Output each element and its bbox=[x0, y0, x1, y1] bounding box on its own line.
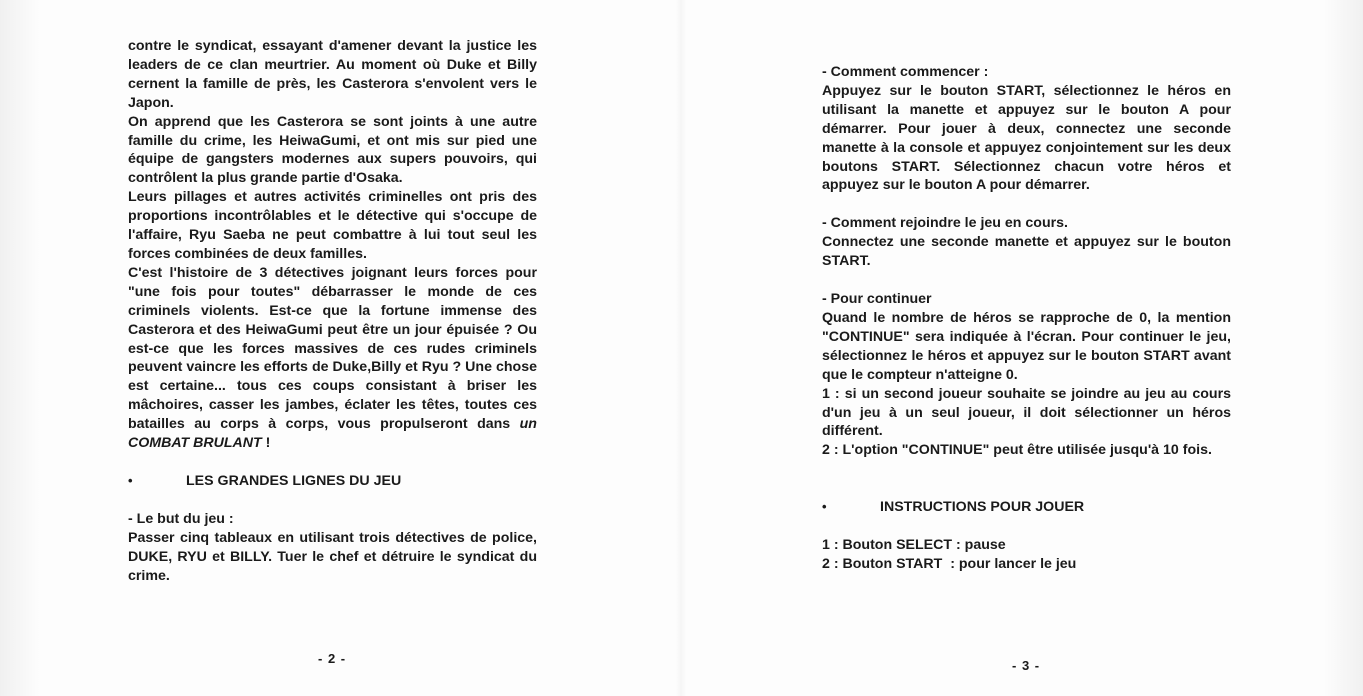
subsection-title: - Comment commencer : bbox=[822, 64, 989, 80]
bullet-icon: • bbox=[128, 472, 133, 488]
story-punctuation: ! bbox=[261, 435, 271, 452]
page-number: - 2 - bbox=[318, 651, 347, 666]
note-item: 1 : si un second joueur souhaite se joindre au jeu au cours d'un jeu à un seul joueur, il doit sélectionner un héros différent. bbox=[822, 385, 1231, 440]
subsection-title: - Comment rejoindre le jeu en cours. bbox=[822, 215, 1068, 232]
section-heading bbox=[822, 498, 1231, 517]
note-item: 2 : L'option "CONTINUE" peut être utilisée jusqu'à 10 fois. bbox=[822, 442, 1212, 459]
story-emphasis: un COMBAT BRULANT bbox=[128, 416, 537, 452]
page-number: - 3 - bbox=[1012, 658, 1041, 673]
instruction-item: 2 : Bouton START : pour lancer le jeu bbox=[822, 556, 1077, 573]
section-heading-text: INSTRUCTIONS POUR JOUER bbox=[880, 499, 1085, 516]
subsection-title: - Pour continuer bbox=[822, 291, 932, 308]
section-heading bbox=[128, 472, 537, 491]
left-page-text bbox=[128, 37, 537, 585]
story-paragraph bbox=[128, 264, 537, 453]
story-text: C'est l'histoire de 3 détectives joignant leurs forces pour "une fois pour toutes" débarrasser le monde de ces criminels violents. Est-ce que la fortune immense des Casterora et des HeiwaGumi peut être un jour épuisée ? Ou est-ce que les forces massives de ces rudes criminels peuvent vaincre les efforts de Duke,Billy et Ryu ? Une chose est certaine... tous ces coups consistant à briser les mâchoires, casser les jambes, éclater les têtes, toutes ces batailles au corps à corps, vous propulseront dans bbox=[128, 264, 537, 433]
left-page bbox=[0, 0, 680, 696]
goal-paragraph: Passer cinq tableaux en utilisant trois détectives de police, DUKE, RYU et BILLY. Tuer le chef et détruire le syndicat du crime. bbox=[128, 529, 537, 584]
right-page bbox=[680, 0, 1363, 696]
section-heading-text: LES GRANDES LIGNES DU JEU bbox=[186, 472, 402, 489]
story-paragraph: On apprend que les Casterora se sont joints à une autre famille du crime, les HeiwaGumi, et ont mis sur pied une équipe de gangsters modernes aux supers pouvoirs, qui contrôlent la plus grande partie d'Osaka. bbox=[128, 113, 537, 187]
instruction-item: 1 : Bouton SELECT : pause bbox=[822, 537, 1006, 554]
story-paragraph: contre le syndicat, essayant d'amener devant la justice les leaders de ce clan meurtrier. Au moment où Duke et Billy cernent la famille de près, les Casterora s'envolent vers le Japon. bbox=[128, 38, 537, 111]
bullet-icon: • bbox=[822, 499, 827, 515]
right-page-text bbox=[822, 63, 1231, 574]
subsection-title: - Le but du jeu : bbox=[128, 510, 234, 527]
join-paragraph: Connectez une seconde manette et appuyez sur le bouton START. bbox=[822, 234, 1231, 270]
continue-paragraph: Quand le nombre de héros se rapproche de 0, la mention "CONTINUE" sera indiquée à l'écran. Pour continuer le jeu, sélectionnez le héros et appuyez sur le bouton START avant que le compteur n'atteigne 0. bbox=[822, 309, 1231, 383]
story-paragraph: Leurs pillages et autres activités criminelles ont pris des proportions incontrôlables et le détective qui s'occupe de l'affaire, Ryu Saeba ne peut combattre à lui tout seul les forces combinées de deux familles. bbox=[128, 189, 537, 262]
start-paragraph: Appuyez sur le bouton START, sélectionnez le héros en utilisant la manette et appuyez sur le bouton A pour démarrer. Pour jouer à deux, connectez une seconde manette à la console et appuyez conjointement sur les deux boutons START. Sélectionnez chacun votre héros et appuyez sur le bouton A pour démarrer. bbox=[822, 82, 1231, 194]
